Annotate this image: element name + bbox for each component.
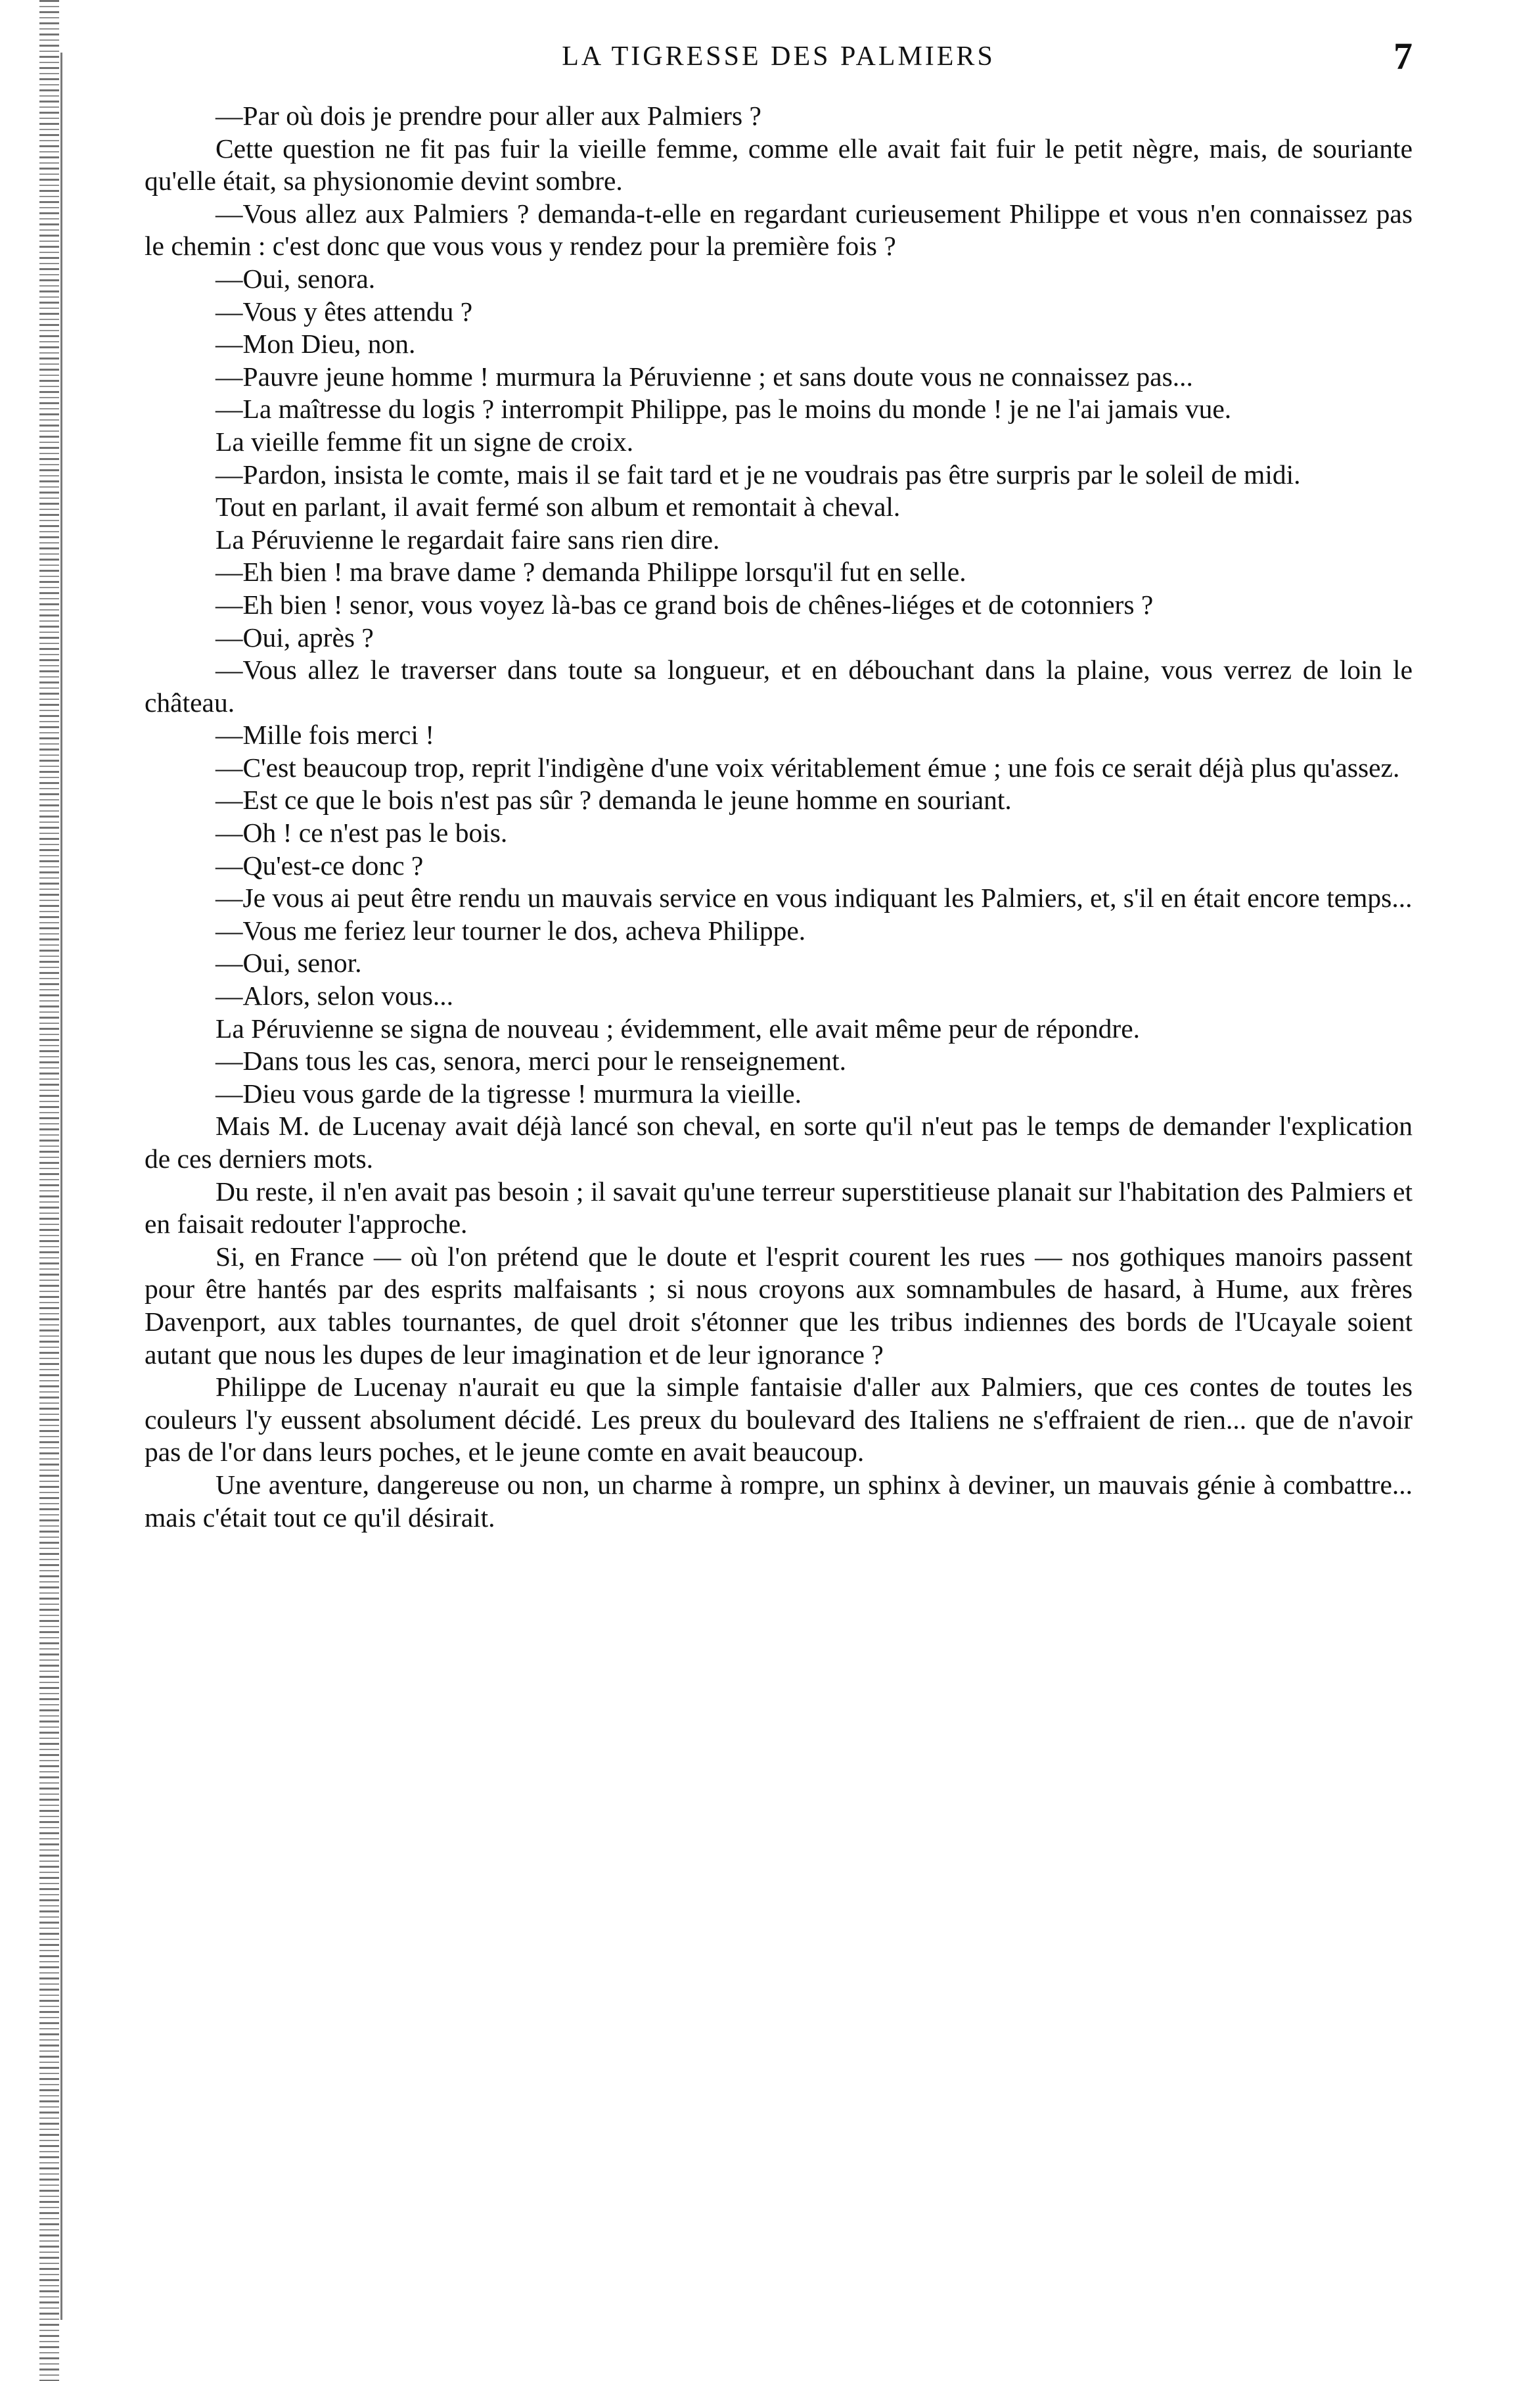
- paragraph: —Eh bien ! ma brave dame ? demanda Philippe lorsqu'il fut en selle.: [215, 557, 966, 588]
- paragraph: La Péruvienne le regardait faire sans rien dire.: [215, 524, 720, 555]
- paragraph: —Vous y êtes attendu ?: [215, 296, 473, 327]
- paragraph: —Oui, après ?: [215, 622, 374, 653]
- paragraph: —Pardon, insista le comte, mais il se fait tard et je ne voudrais pas être surpris par le soleil de midi.: [215, 459, 1301, 490]
- paragraph: —Qu'est-ce donc ?: [215, 850, 424, 881]
- page-number: 7: [1393, 35, 1413, 78]
- paragraph: Si, en France — où l'on prétend que le doute et l'esprit courent les rues — nos gothiques manoirs passent pour être hantés par des esprits malfaisants ; si nous croyons aux somnambules de hasard, à Hume, aux frères Davenport, aux tables tournantes, de quel droit s'étonner que les tribus indiennes des bords de l'Ucayale soient autant que nous les dupes de leur imagination et de leur ignorance ?: [145, 1241, 1413, 1370]
- paragraph: —Je vous ai peut être rendu un mauvais service en vous indiquant les Palmiers, et, s'il en était encore temps...: [215, 883, 1413, 913]
- paragraph: Philippe de Lucenay n'aurait eu que la simple fantaisie d'aller aux Palmiers, que ces contes de toutes les couleurs l'y eussent absolument décidé. Les preux du boulevard des Italiens ne s'effraient de rien... que de n'avoir pas de l'or dans leurs poches, et le jeune comte en avait beaucoup.: [145, 1372, 1413, 1468]
- page-binding-edge: [39, 0, 59, 2381]
- body-text: [145, 100, 1413, 1534]
- paragraph: Du reste, il n'en avait pas besoin ; il savait qu'une terreur superstitieuse planait sur l'habitation des Palmiers et en faisait redouter l'approche.: [145, 1176, 1413, 1239]
- paragraph: —Oh ! ce n'est pas le bois.: [215, 818, 508, 848]
- running-title: LA TIGRESSE DES PALMIERS: [562, 41, 995, 72]
- paragraph: —Pauvre jeune homme ! murmura la Péruvienne ; et sans doute vous ne connaissez pas...: [215, 361, 1193, 392]
- paragraph: —Oui, senora.: [215, 263, 376, 294]
- paragraph: —Est ce que le bois n'est pas sûr ? demanda le jeune homme en souriant.: [215, 785, 1012, 816]
- paragraph: —Dieu vous garde de la tigresse ! murmura la vieille.: [215, 1078, 802, 1109]
- paragraph: —C'est beaucoup trop, reprit l'indigène d'une voix véritablement émue ; une fois ce serait déjà plus qu'assez.: [215, 752, 1400, 783]
- paragraph: —Vous me feriez leur tourner le dos, acheva Philippe.: [215, 915, 806, 946]
- paragraph: Une aventure, dangereuse ou non, un charme à rompre, un sphinx à deviner, un mauvais génie à combattre... mais c'était tout ce qu'il désirait.: [145, 1469, 1413, 1533]
- paragraph: —Eh bien ! senor, vous voyez là-bas ce grand bois de chênes-liéges et de cotonniers ?: [215, 589, 1154, 620]
- paragraph: —Oui, senor.: [215, 948, 362, 979]
- page-header: [145, 34, 1413, 87]
- paragraph: La vieille femme fit un signe de croix.: [215, 426, 634, 457]
- paragraph: Tout en parlant, il avait fermé son album et remontait à cheval.: [215, 492, 901, 522]
- paragraph: —Mon Dieu, non.: [215, 329, 416, 359]
- paragraph: —Dans tous les cas, senora, merci pour le renseignement.: [215, 1046, 846, 1076]
- paragraph: —Alors, selon vous...: [215, 981, 453, 1011]
- paragraph: —Vous allez le traverser dans toute sa longueur, et en débouchant dans la plaine, vous verrez de loin le château.: [145, 655, 1413, 718]
- paragraph: —Mille fois merci !: [215, 720, 435, 751]
- paragraph: Mais M. de Lucenay avait déjà lancé son cheval, en sorte qu'il n'eut pas le temps de demander l'explication de ces derniers mots.: [145, 1111, 1413, 1174]
- paragraph: Cette question ne fit pas fuir la vieille femme, comme elle avait fait fuir le petit nègre, mais, de souriante qu'elle était, sa physionomie devint sombre.: [145, 133, 1413, 196]
- page-binding-line: [60, 53, 62, 2320]
- paragraph: —La maîtresse du logis ? interrompit Philippe, pas le moins du monde ! je ne l'ai jamais vue.: [215, 394, 1232, 425]
- paragraph: La Péruvienne se signa de nouveau ; évidemment, elle avait même peur de répondre.: [215, 1013, 1141, 1044]
- paragraph: —Par où dois je prendre pour aller aux Palmiers ?: [215, 101, 761, 131]
- paragraph: —Vous allez aux Palmiers ? demanda-t-elle en regardant curieusement Philippe et vous n'en connaissez pas le chemin : c'est donc que vous vous y rendez pour la première fois ?: [145, 198, 1413, 262]
